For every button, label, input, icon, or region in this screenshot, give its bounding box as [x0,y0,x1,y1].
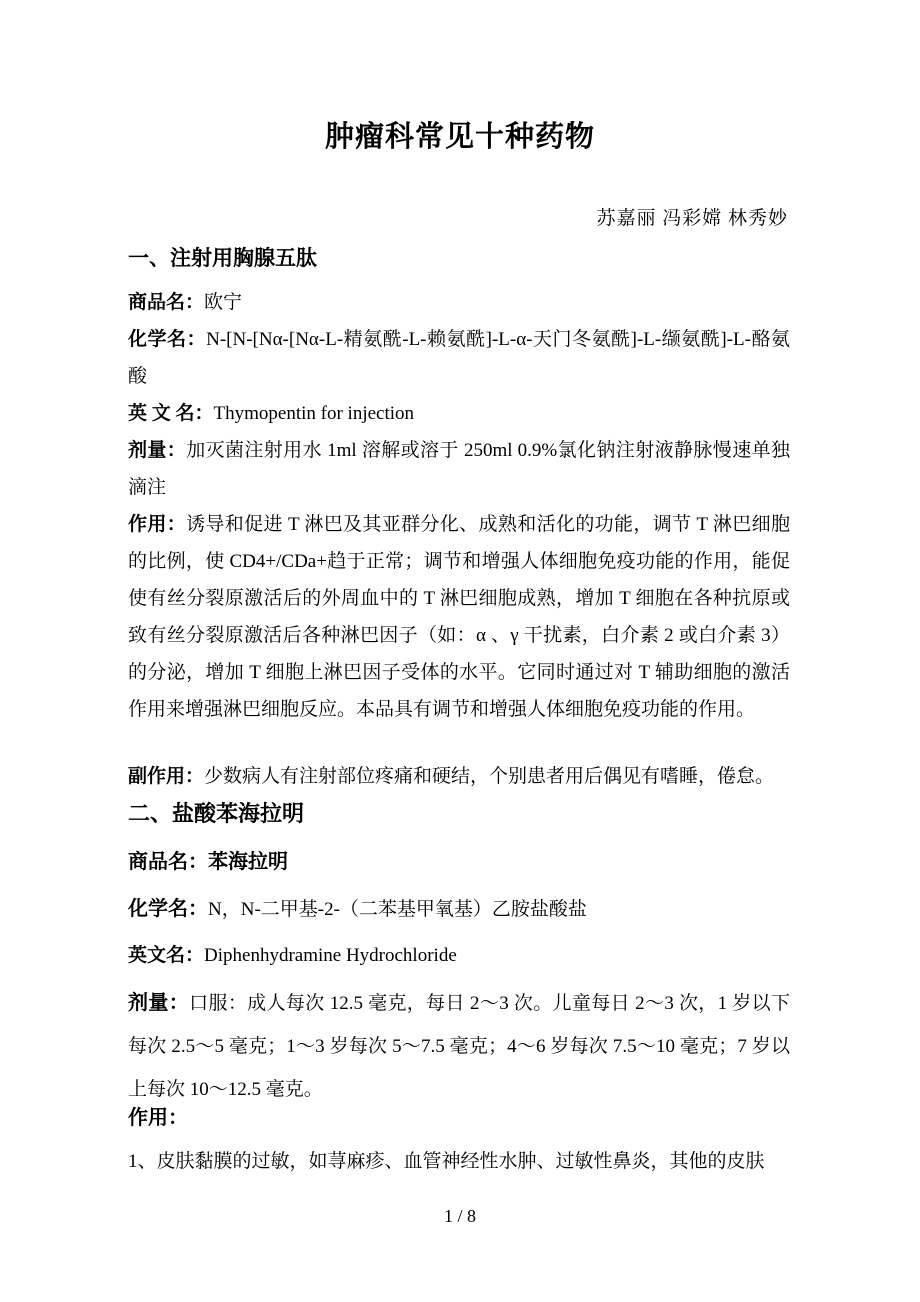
section1-english-name [128,395,790,432]
section1-side-effect [128,758,790,795]
side-effect-label: 副作用： [128,766,205,787]
section2-heading-emphasis: 苯海拉明 [216,801,305,826]
dosage-label: 剂量： [128,440,187,461]
english-name-label: 英文名： [128,945,205,966]
section1-effect [128,506,790,728]
english-name-value: Thymopentin for injection [213,403,415,424]
chemical-name-value: N，N-二甲基-2-（二苯基甲氧基）乙胺盐酸盐 [208,899,587,920]
section2-english-name [128,937,790,974]
dosage-value: 加灭菌注射用水 1ml 溶解或溶于 250ml 0.9%氯化钠注射液静脉慢速单独滴注 [128,440,790,498]
page-number: 1 / 8 [443,1206,476,1226]
brand-name-value: 欧宁 [204,292,243,313]
section1-brand-name [128,284,790,321]
english-name-value: Diphenhydramine Hydrochloride [204,945,457,966]
section2-effect-heading [128,1100,790,1137]
section2-brand-name [128,844,790,881]
effect-value: 诱导和促进 T 淋巴及其亚群分化、成熟和活化的功能，调节 T 淋巴细胞的比例，使 CD4+/CDa+趋于正常；调节和增强人体细胞免疫功能的作用，能促使有丝分裂原激活后的外周血中的 T 淋巴细胞成熟，增加 T 细胞在各种抗原或致有丝分裂原激活后各种淋巴因子（如：α 、γ 干扰素，白介素 2 或白介素 3）的分泌，增加 T 细胞上淋巴因子受体的水平。它同时通过对 T 辅助细胞的激活作用来增强淋巴细胞反应。本品具有调节和增强人体细胞免疫功能的作用。 [128,514,790,720]
page-title: 肿瘤科常见十种药物 [324,121,595,153]
dosage-label: 剂量： [128,992,190,1014]
section2-dosage [128,982,790,1111]
english-name-label: 英 文 名： [128,403,214,424]
section1-heading: 一、注射用胸腺五肽 [128,247,317,270]
chemical-name-label: 化学名： [128,329,207,350]
effect-label: 作用： [128,1107,188,1129]
section2-heading-prefix: 二、盐酸 [128,801,217,826]
brand-name-label: 商品名： [128,292,205,313]
brand-name-value: 苯海拉明 [208,851,288,873]
dosage-value: 口服：成人每次 12.5 毫克，每日 2～3 次。儿童每日 2～3 次，1 岁以下每次 2.5～5 毫克；1～3 岁每次 5～7.5 毫克；4～6 岁每次 7.5～10 毫克；7 岁以上每次 10～12.5 毫克。 [128,993,790,1100]
section2-effect-item-1 [128,1143,790,1180]
section1-dosage [128,432,790,506]
effect-label: 作用： [128,514,187,535]
side-effect-value: 少数病人有注射部位疼痛和硬结，个别患者用后偶见有嗜睡，倦怠。 [204,766,775,787]
chemical-name-label: 化学名： [128,898,208,920]
effect-item-text: 1、皮肤黏膜的过敏，如荨麻疹、血管神经性水肿、过敏性鼻炎，其他的皮肤 [128,1151,765,1172]
section2-chemical-name [128,891,790,928]
authors-line: 苏嘉丽 冯彩嫦 林秀妙 [596,208,788,229]
section2-heading [128,797,790,828]
section1-chemical-name [128,321,790,395]
brand-name-label: 商品名： [128,851,208,873]
chemical-name-value: N-[N-[Nα-[Nα-L-精氨酰-L-赖氨酰]-L-α-天门冬氨酰]-L-缬氨酰]-L-酪氨酸 [128,329,790,387]
